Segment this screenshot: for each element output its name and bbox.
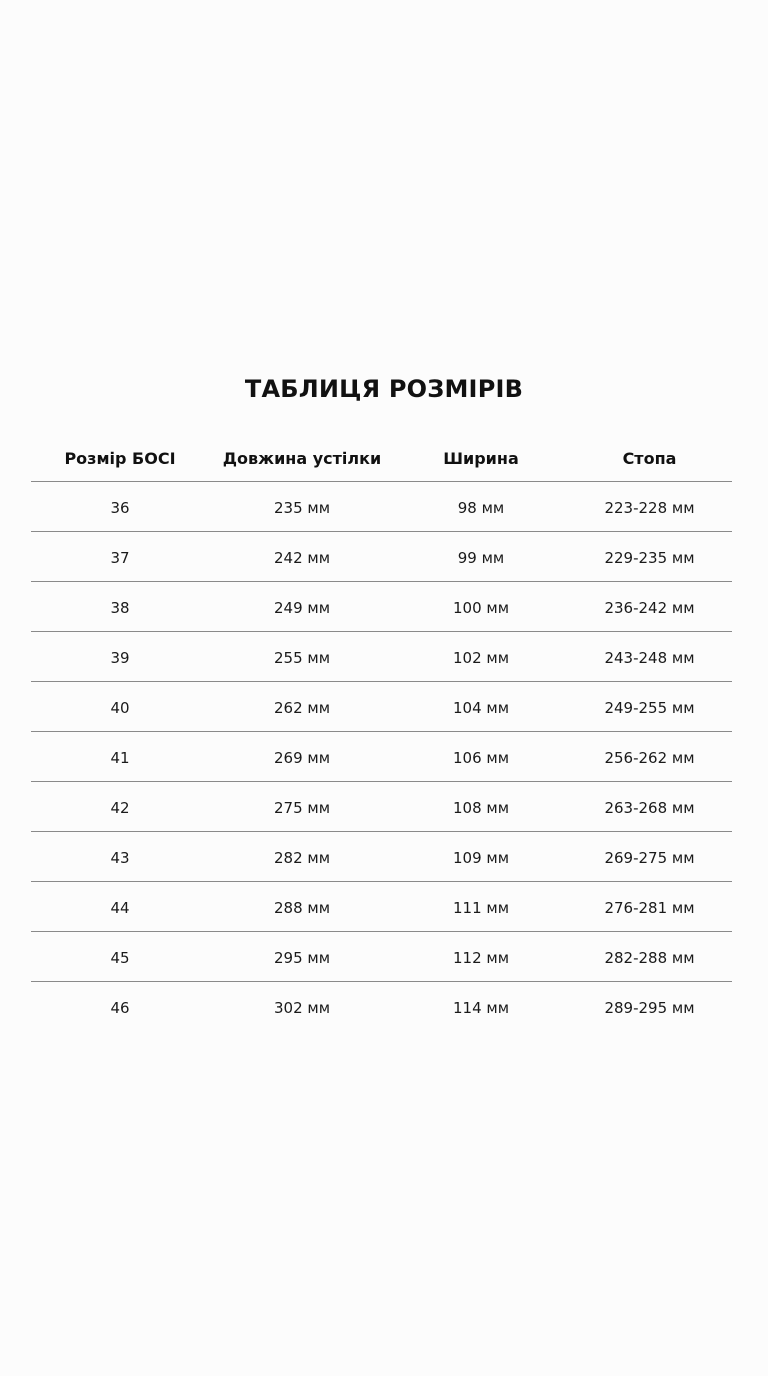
cell-width: 104 мм [452,699,510,717]
cell-width: 99 мм [457,549,505,567]
cell-insole-length: 282 мм [273,849,331,867]
header-width: Ширина [443,448,519,468]
table-body [31,482,732,1031]
cell-size: 41 [110,749,130,767]
header-foot: Стопа [622,448,677,468]
cell-size: 43 [110,849,130,867]
cell-foot: 269-275 мм [604,849,695,867]
cell-foot: 282-288 мм [604,949,695,967]
cell-width: 108 мм [452,799,510,817]
page-title: ТАБЛИЦЯ РОЗМІРІВ [244,375,524,403]
cell-insole-length: 288 мм [273,899,331,917]
cell-insole-length: 295 мм [273,949,331,967]
table-row [31,782,732,832]
cell-foot: 236-242 мм [604,599,695,617]
cell-size: 38 [110,599,130,617]
table-header-row [31,433,732,482]
cell-size: 44 [110,899,130,917]
cell-insole-length: 235 мм [273,499,331,517]
cell-foot: 243-248 мм [604,649,695,667]
cell-foot: 263-268 мм [604,799,695,817]
cell-size: 39 [110,649,130,667]
cell-insole-length: 249 мм [273,599,331,617]
cell-foot: 249-255 мм [604,699,695,717]
cell-size: 46 [110,999,130,1017]
cell-foot: 289-295 мм [604,999,695,1017]
cell-foot: 229-235 мм [604,549,695,567]
cell-width: 114 мм [452,999,510,1017]
cell-foot: 223-228 мм [604,499,695,517]
cell-insole-length: 242 мм [273,549,331,567]
cell-width: 112 мм [452,949,510,967]
table-row [31,582,732,632]
size-table [31,433,732,1031]
cell-foot: 276-281 мм [604,899,695,917]
header-size: Розмір БОСІ [64,448,176,468]
cell-insole-length: 255 мм [273,649,331,667]
cell-insole-length: 275 мм [273,799,331,817]
table-row [31,682,732,732]
cell-insole-length: 262 мм [273,699,331,717]
cell-size: 36 [110,499,130,517]
cell-size: 42 [110,799,130,817]
cell-width: 111 мм [452,899,510,917]
table-row [31,932,732,982]
table-row [31,732,732,782]
cell-foot: 256-262 мм [604,749,695,767]
table-row [31,982,732,1031]
cell-size: 45 [110,949,130,967]
cell-size: 37 [110,549,130,567]
table-row [31,632,732,682]
cell-size: 40 [110,699,130,717]
cell-width: 106 мм [452,749,510,767]
table-row [31,832,732,882]
cell-width: 98 мм [457,499,505,517]
cell-width: 102 мм [452,649,510,667]
cell-insole-length: 302 мм [273,999,331,1017]
cell-width: 100 мм [452,599,510,617]
cell-insole-length: 269 мм [273,749,331,767]
cell-width: 109 мм [452,849,510,867]
table-row [31,882,732,932]
header-insole-length: Довжина устілки [222,448,382,468]
table-row [31,532,732,582]
table-row [31,482,732,532]
